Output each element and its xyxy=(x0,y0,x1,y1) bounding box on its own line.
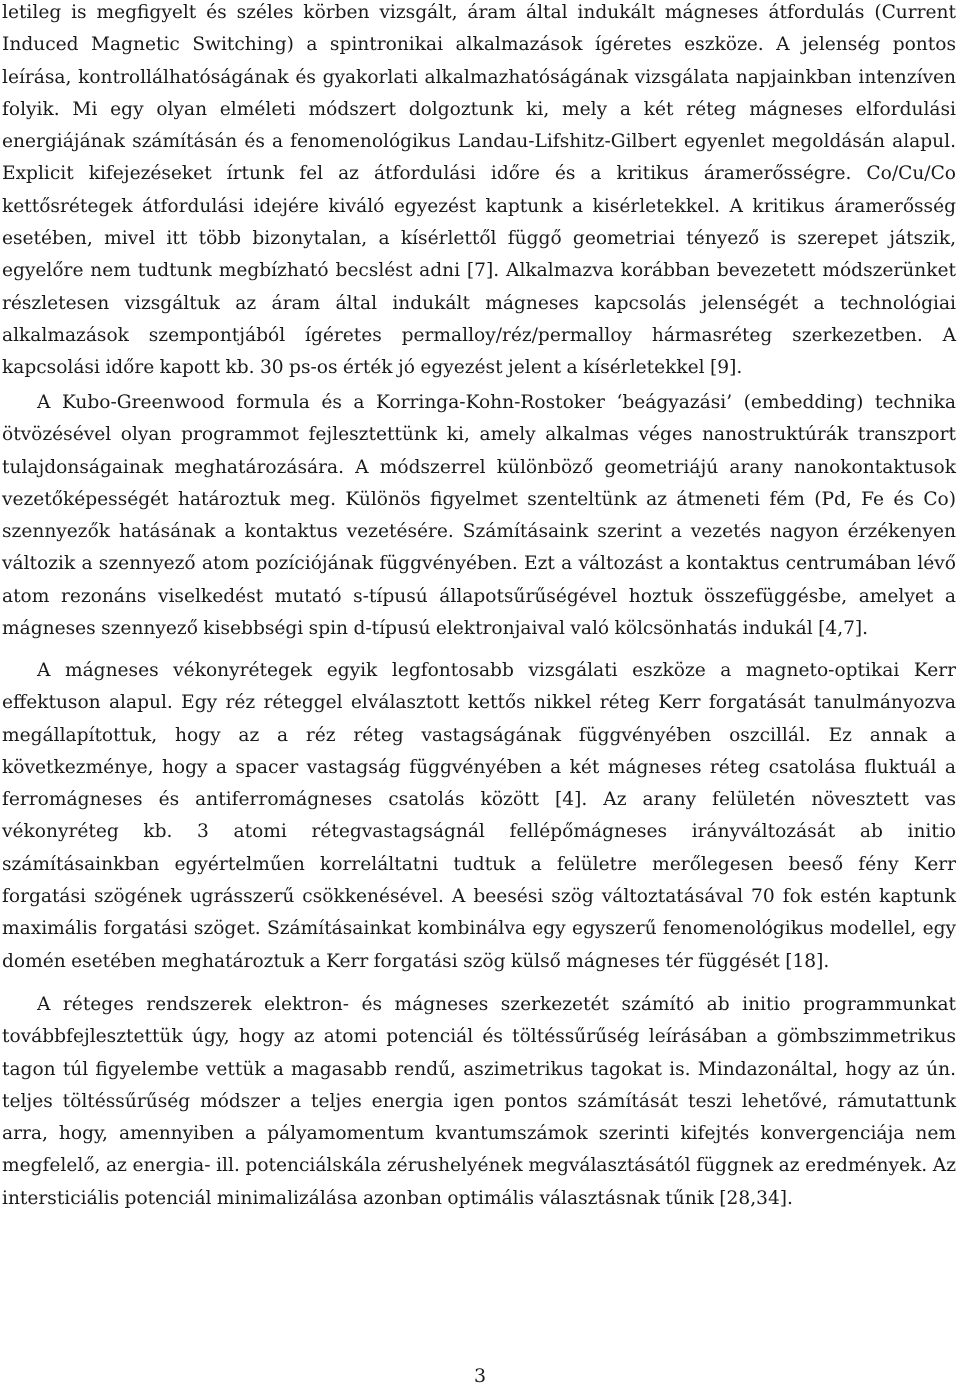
paragraph-current-induced-switching: letileg is megfigyelt és széles körben vizsgált, áram által indukált mágneses átfordulás (Current Induced Magnetic Switching) a spintronikai alkalmazások ígéretes eszköze. A jelenség pontos leírása, kontrollálhatóságának és gyakorlati alkalmazhatóságának vizsgálata napjainkban intenzíven folyik. Mi egy olyan elméleti módszert dolgoztunk ki, mely a két réteg mágneses elfordulási energiájának számításán és a fenomenológikus Landau-Lifshitz-Gilbert egyenlet megoldásán alapul. Explicit kifejezéseket írtunk fel az átfordulási időre és a kritikus áramerősségre. Co/Cu/Co kettősrétegek átfordulási idejére kiváló egyezést kaptunk a kisérletekkel. A kritikus áramerősség esetében, mivel itt több bizonytalan, a kísérlettől függő geometriai tényező is szerepet játszik, egyelőre nem tudtunk megbízható becslést adni [7]. Alkalmazva korábban bevezetett módszerünket részletesen vizsgáltuk az áram által indukált mágneses kapcsolás jelenségét a technológiai alkalmazások szempontjából ígéretes permalloy/réz/permalloy hármasréteg szerkezetben. A kapcsolási időre kapott kb. 30 ps-os érték jó egyezést jelent a kísérletekkel [9]. xyxy=(2,2,956,379)
page-number: 3 xyxy=(473,1365,487,1387)
paragraph-kubo-greenwood: A Kubo-Greenwood formula és a Korringa-Kohn-Rostoker ‘beágyazási’ (embedding) technika ötvözésével olyan programmot fejlesztettünk ki, amely alkalmas véges nanostruktúrák transzport tulajdonságainak meghatározására. A módszerrel különböző geometriájú arany nanokontaktusok vezetőképességét határoztuk meg. Különös figyelmet szenteltünk az átmeneti fém (Pd, Fe és Co) szennyezők hatásának a kontaktus vezetésére. Számításaink szerint a vezetés nagyon érzékenyen változik a szennyező atom pozíciójának függvényében. Ezt a változást a kontaktus centrumában lévő atom rezonáns viselkedést mutató s-típusú állapotsűrűségével hoztuk összefüggésbe, amelyet a mágneses szennyező kisebbségi spin d-típusú elektronjaival való kölcsönhatás indukál [4,7]. xyxy=(2,392,956,640)
paragraph-full-potential: A réteges rendszerek elektron- és mágneses szerkezetét számító ab initio programmunkat továbbfejlesztettük úgy, hogy az atomi potenciál és töltéssűrűség leírásában a gömbszimmetrikus tagon túl figyelembe vettük a magasabb rendű, aszimetrikus tagokat is. Mindazonáltal, hogy az ún. teljes töltéssűrűség módszer a teljes energia igen pontos számítását teszi lehetővé, rámutattunk arra, hogy, amennyiben a pályamomentum kvantumszámok szerinti kifejtés konvergenciája nem megfelelő, az energia- ill. potenciálskála zérushelyének megválasztásától függnek az eredmények. Az intersticiális potenciál minimalizálása azonban optimális választásnak tűnik [28,34]. xyxy=(2,994,956,1209)
paragraph-kerr-effect: A mágneses vékonyrétegek egyik legfontosabb vizsgálati eszköze a magneto-optikai Kerr effektuson alapul. Egy réz réteggel elválasztott kettős nikkel réteg Kerr forgatását tanulmányozva megállapítottuk, hogy az a réz réteg vastagságának függvényében oszcillál. Ez annak a következménye, hogy a spacer vastagság függvényében a két mágneses réteg csatolása fluktuál a ferromágneses és antiferromágneses csatolás között [4]. Az arany felületén növesztett vas vékonyréteg kb. 3 atomi rétegvastagságnál fellépőmágneses irányváltozását ab initio számításainkban egyértelműen korreláltatni tudtuk a felületre merőlegesen beeső fény Kerr forgatási szögének ugrásszerű csökkenésével. A beesési szög változtatásával 70 fok estén kaptunk maximális forgatási szöget. Számításainkat kombinálva egy egyszerű fenomenológikus modellel, egy domén esetében meghatároztuk a Kerr forgatási szög külső mágneses tér függését [18]. xyxy=(2,660,956,972)
